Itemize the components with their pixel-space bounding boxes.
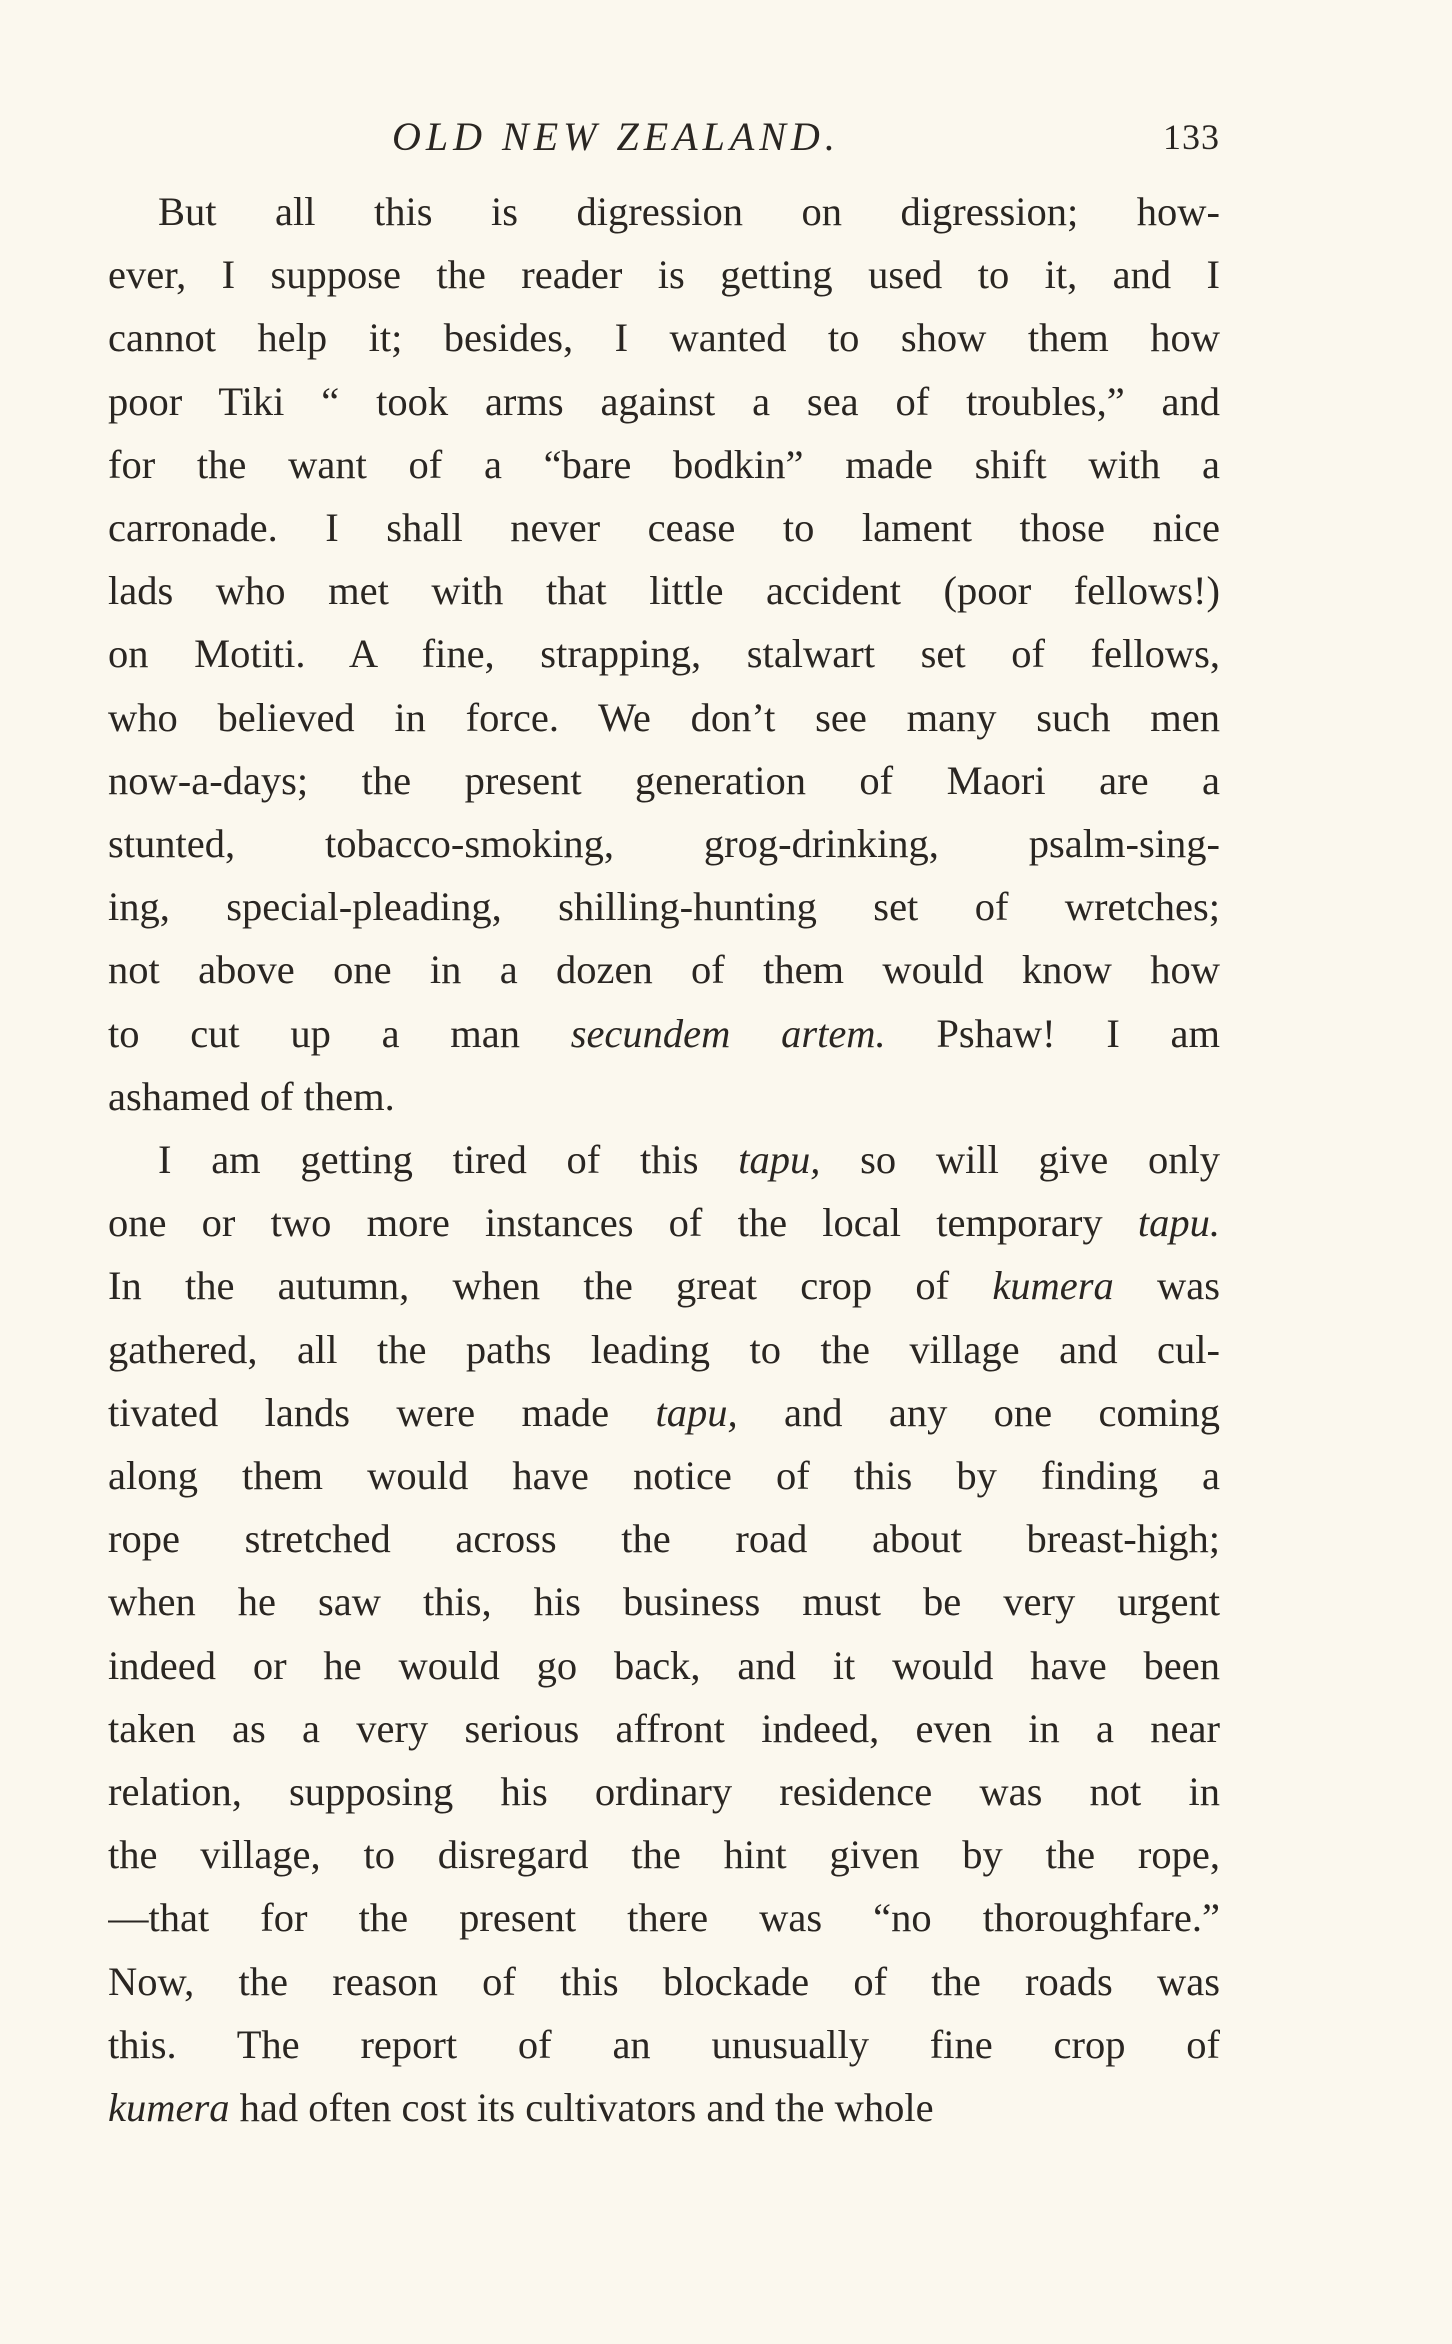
text-line [108, 433, 1220, 496]
text-line [108, 1950, 1220, 2013]
text-line [108, 559, 1220, 622]
italic-text: secundem artem. [570, 1010, 886, 1056]
text-run: poor Tiki “ took arms against a sea of troubles,” and [108, 378, 1220, 424]
text-line [108, 2013, 1220, 2076]
text-run: gathered, all the paths leading to the village and cul- [108, 1326, 1220, 1372]
book-page [108, 112, 1220, 2139]
text-line [108, 686, 1220, 749]
text-run: But all this is digression on digression; how- [158, 189, 1220, 234]
text-run: Now, the reason of this blockade of the roads was [108, 1958, 1220, 2004]
text-line [108, 1128, 1220, 1191]
text-line [108, 1191, 1220, 1254]
text-run: who believed in force. We don’t see many such men [108, 694, 1220, 740]
text-run: had often cost its cultivators and the whole [229, 2085, 934, 2131]
text-run: Pshaw! I am [885, 1010, 1220, 1056]
text-run: I am getting tired of this [158, 1137, 739, 1183]
text-line [108, 1634, 1220, 1697]
text-run: along them would have notice of this by finding a [108, 1453, 1220, 1499]
text-run: ing, special-pleading, shilling-hunting set of wretches; [108, 884, 1220, 930]
body-text [108, 180, 1220, 2139]
text-line [108, 938, 1220, 1001]
text-run: carronade. I shall never cease to lament those nice [108, 505, 1220, 551]
text-run: ever, I suppose the reader is getting used to it, and I [108, 252, 1220, 298]
text-run: In the autumn, when the great crop of [108, 1263, 993, 1309]
text-run: for the want of a “bare bodkin” made shift with a [108, 441, 1220, 487]
italic-text: kumera [992, 1263, 1114, 1309]
text-line [108, 1507, 1220, 1570]
text-line [108, 2076, 1220, 2139]
text-run: relation, supposing his ordinary residence was not in [108, 1769, 1220, 1815]
text-run: —that for the present there was “no thoroughfare.” [108, 1895, 1220, 1941]
text-line [108, 180, 1220, 243]
text-line [108, 496, 1220, 559]
text-run: when he saw this, his business must be very urgent [108, 1579, 1220, 1625]
paragraph [108, 180, 1220, 1128]
text-line [108, 812, 1220, 875]
text-line [108, 749, 1220, 812]
text-run: indeed or he would go back, and it would have been [108, 1642, 1220, 1688]
text-line [108, 1444, 1220, 1507]
text-run: now-a-days; the present generation of Maori are a [108, 757, 1220, 803]
page-number: 133 [1163, 117, 1220, 157]
text-run: on Motiti. A fine, strapping, stalwart set of fellows, [108, 631, 1220, 677]
text-run: one or two more instances of the local temporary [108, 1200, 1138, 1246]
text-run: tivated lands were made [108, 1389, 656, 1435]
text-run: was [1113, 1263, 1220, 1309]
text-line [108, 1065, 1220, 1128]
text-line [108, 622, 1220, 685]
running-title: OLD NEW ZEALAND. [392, 114, 840, 159]
italic-text: tapu. [1137, 1200, 1220, 1246]
text-line [108, 1381, 1220, 1444]
text-line [108, 1886, 1220, 1949]
text-line [108, 1823, 1220, 1886]
text-line [108, 243, 1220, 306]
text-line [108, 1318, 1220, 1381]
text-run: lads who met with that little accident (poor fellows!) [108, 568, 1220, 614]
text-run: the village, to disregard the hint given by the rope, [108, 1832, 1220, 1878]
text-line [108, 1760, 1220, 1823]
text-run: to cut up a man [108, 1010, 571, 1056]
italic-text: tapu, [655, 1389, 738, 1435]
italic-text: tapu, [738, 1137, 821, 1183]
text-run: so will give only [820, 1137, 1220, 1183]
paragraph [108, 1128, 1220, 2139]
text-line [108, 306, 1220, 369]
text-run: taken as a very serious affront indeed, even in a near [108, 1705, 1220, 1751]
text-run: rope stretched across the road about breast-high; [108, 1516, 1220, 1562]
text-line [108, 1002, 1220, 1065]
text-line [108, 1570, 1220, 1633]
text-run: ashamed of them. [108, 1073, 395, 1119]
text-run: stunted, tobacco-smoking, grog-drinking, psalm-sing- [108, 821, 1220, 867]
text-line [108, 1697, 1220, 1760]
running-head [108, 112, 1220, 162]
text-run: cannot help it; besides, I wanted to show them how [108, 315, 1220, 361]
text-run: not above one in a dozen of them would know how [108, 947, 1220, 993]
italic-text: kumera [108, 2085, 230, 2131]
text-line [108, 1254, 1220, 1317]
text-run: and any one coming [737, 1389, 1220, 1435]
text-run: this. The report of an unusually fine crop of [108, 2021, 1220, 2067]
text-line [108, 370, 1220, 433]
text-line [108, 875, 1220, 938]
